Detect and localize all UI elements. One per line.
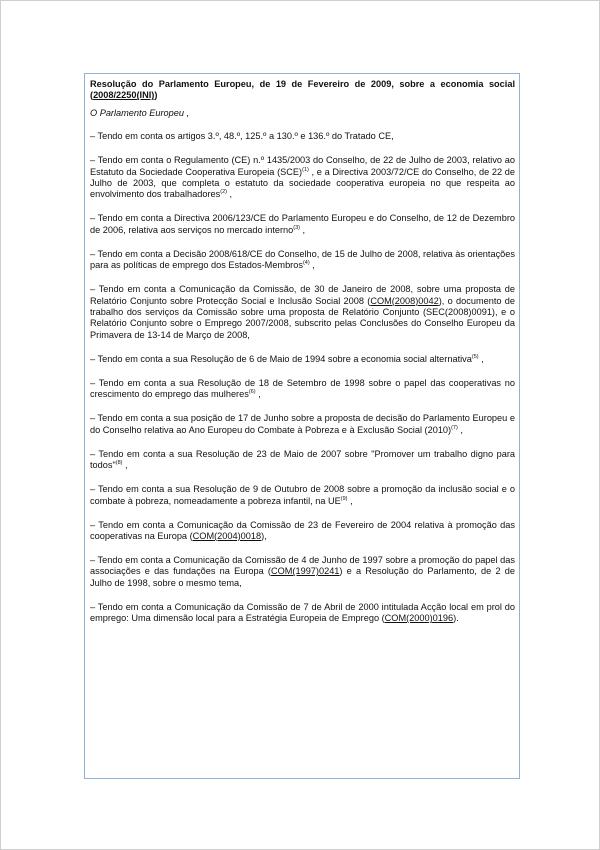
citation-paragraph-12: – Tendo em conta a Comunicação da Comissão de 4 de Junho de 1997 sobre a promoção do papel das associações e das fundações na Europa (COM(1997)0241) e a Resolução do Parlamento, de 2 de Julho de 1998, sobre o mesmo tema, xyxy=(90,554,515,588)
footnote-ref[interactable]: (8) xyxy=(115,460,123,467)
citation-paragraph-13: – Tendo em conta a Comunicação da Comissão de 7 de Abril de 2000 intitulada Acção local em prol do emprego: Uma dimensão local para a Estratégia Europeia de Emprego (COM(2000)0196). xyxy=(90,601,515,624)
procedure-reference-link[interactable]: 2008/2250(INI) xyxy=(93,90,155,101)
citation-paragraph-10: – Tendo em conta a sua Resolução de 9 de Outubro de 2008 sobre a promoção da inclusão social e o combate à pobreza, nomeadamente a pobreza infantil, na UE$^{(9)}$ , xyxy=(90,484,515,506)
footnote-ref[interactable]: (4) xyxy=(302,260,310,267)
document-title: Resolução do Parlamento Europeu, de 19 de Fevereiro de 2009, sobre a economia social (2008/2250(INI)) xyxy=(90,79,515,101)
footnote-ref[interactable]: (6) xyxy=(248,389,256,396)
citation-paragraph-7: – Tendo em conta a sua Resolução de 18 de Setembro de 1998 sobre o papel das cooperativas no crescimento do emprego das mulheres$^{(6)}$ , xyxy=(90,377,515,400)
citation-paragraph-1: – Tendo em conta os artigos 3.º, 48.º, 125.º a 130.º e 136.º do Tratado CE, xyxy=(90,131,394,142)
footnote-ref[interactable]: (1) xyxy=(302,166,309,173)
footnote-ref[interactable]: (2) xyxy=(220,189,227,196)
citation-paragraph-2: – Tendo em conta o Regulamento (CE) n.º 1435/2003 do Conselho, de 22 de Julho de 2003, relativo ao Estatuto da Sociedade Cooperativa Europeia (SCE)$^{(1)}$ , e a Directiva 2003/72/CE do Conselho, de 22 de Julho de 2003, que completa o estatuto da sociedade cooperativa europeia no que respeita ao envolvimento dos trabalhadores$^{(2)}$ , xyxy=(90,155,515,200)
citation-paragraph-5: – Tendo em conta a Comunicação da Comissão, de 30 de Janeiro de 2008, sobre uma proposta de Relatório Conjunto sobre Protecção Social e Inclusão Social 2008 (COM(2008)0042), o documento de trabalho dos serviços da Comissão sobre uma proposta de Relatório Conjunto (SEC(2008)0091), e o Relatório Conjunto sobre o Emprego 2007/2008, subscrito pelas Conclusões do Conselho Europeu da Primavera de 13-14 de Março de 2008, xyxy=(90,284,515,340)
footnote-ref[interactable]: (9) xyxy=(340,495,348,502)
com-document-link[interactable]: COM(2000)0196 xyxy=(384,613,454,624)
intro-line: O Parlamento Europeu , xyxy=(90,107,190,118)
citation-paragraph-4: – Tendo em conta a Decisão 2008/618/CE do Conselho, de 15 de Julho de 2008, relativa às orientações para as políticas de emprego dos Estados-Membros$^{(4)}$ , xyxy=(90,248,515,271)
com-document-link[interactable]: COM(2004)0018 xyxy=(192,530,262,541)
footnote-ref[interactable]: (7) xyxy=(451,424,458,431)
footnote-ref[interactable]: (3) xyxy=(293,224,300,231)
com-document-link[interactable]: COM(1997)0241 xyxy=(270,566,340,577)
citation-paragraph-8: – Tendo em conta a sua posição de 17 de Junho sobre a proposta de decisão do Parlamento Europeu e do Conselho relativa ao Ano Europeu do Combate à Pobreza e à Exclusão Social $(2010)^{(7)}$ , xyxy=(90,413,515,435)
com-document-link[interactable]: COM(2008)0042 xyxy=(370,295,439,306)
resolution-text-frame xyxy=(84,73,520,779)
citation-paragraph-6: – Tendo em conta a sua Resolução de 6 de Maio de 1994 sobre a economia social alternativa$^{(5)}$ , xyxy=(90,353,484,364)
citation-paragraph-3: – Tendo em conta a Directiva 2006/123/CE do Parlamento Europeu e do Conselho, de 12 de Dezembro de 2006, relativa aos serviços no mercado interno$^{(3)}$ , xyxy=(90,213,515,235)
citation-paragraph-9: – Tendo em conta a sua Resolução de 23 de Maio de 2007 sobre "Promover um trabalho digno para todos"$^{(8)}$ , xyxy=(90,448,515,471)
citation-paragraph-11: – Tendo em conta a Comunicação da Comissão de 23 de Fevereiro de 2004 relativa à promoção das cooperativas na Europa (COM(2004)0018), xyxy=(90,519,515,541)
footnote-ref[interactable]: (5) xyxy=(471,353,479,360)
